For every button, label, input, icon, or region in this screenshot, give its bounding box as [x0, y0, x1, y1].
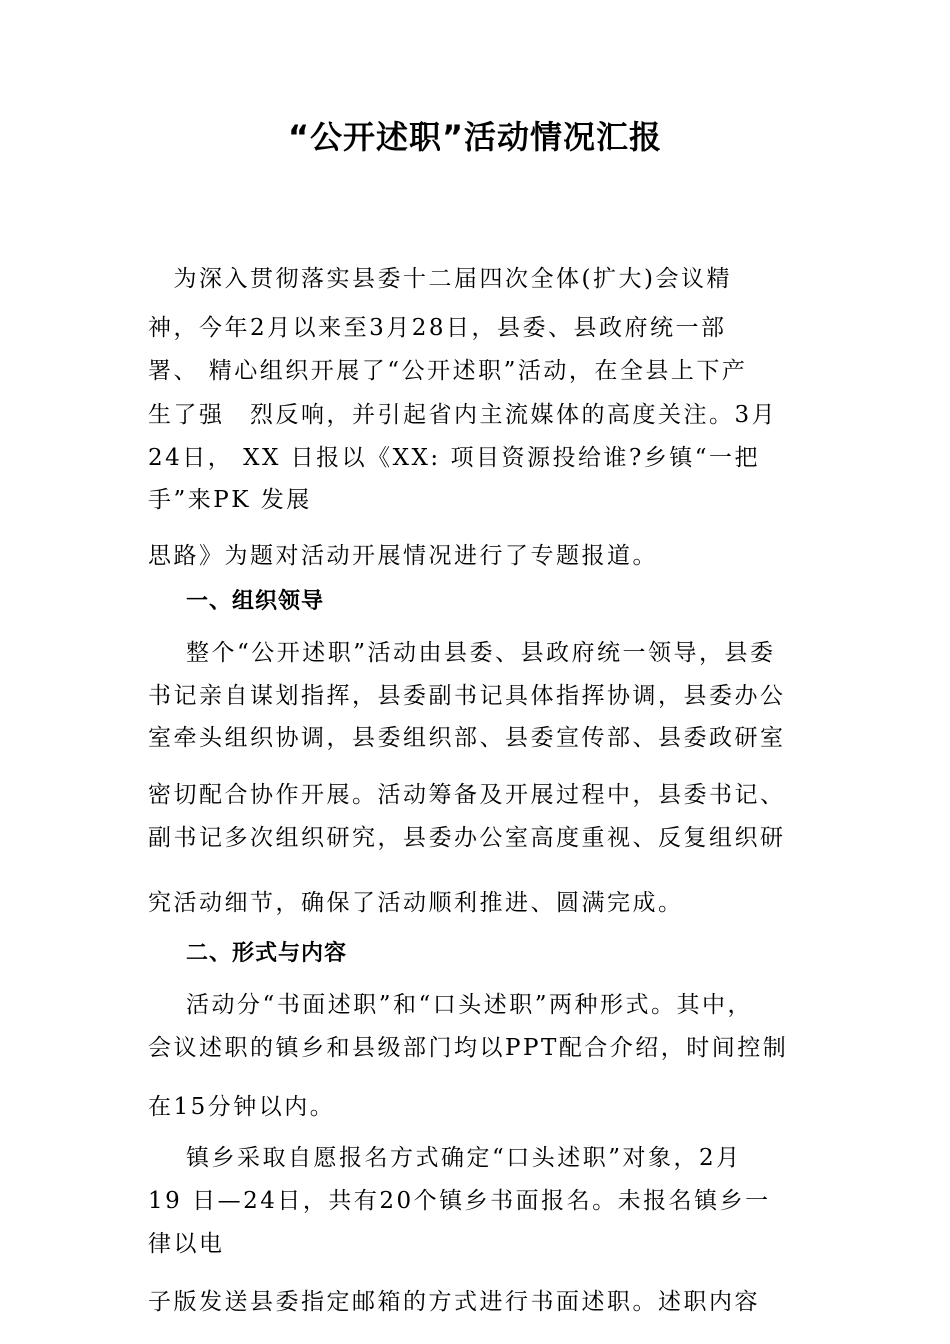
- paragraph-line: 书记亲自谋划指挥，县委副书记具体指挥协调，县委办公: [148, 683, 786, 709]
- section-heading-2: 二、形式与内容: [186, 941, 348, 966]
- paragraph-line: 密切配合协作开展。活动筹备及开展过程中，县委书记、: [148, 782, 786, 808]
- paragraph-line: 活动分“书面述职”和“口头述职”两种形式。其中，: [186, 992, 754, 1018]
- paragraph-line: 手”来PK 发展: [148, 487, 312, 513]
- paragraph-line: 署、 精心组织开展了“公开述职”活动，在全县上下产: [148, 358, 748, 384]
- paragraph-line: 为深入贯彻落实县委十二届四次全体(扩大)会议精: [148, 266, 732, 292]
- paragraph-line: 会议述职的镇乡和县级部门均以PPT配合介绍，时间控制: [148, 1035, 789, 1061]
- paragraph-line: 在15分钟以内。: [148, 1094, 336, 1120]
- section-heading-1: 一、组织领导: [186, 589, 325, 614]
- paragraph-line: 室牵头组织协调，县委组织部、县委宣传部、县委政研室: [148, 725, 786, 751]
- paragraph-line: 生了强 烈反响，并引起省内主流媒体的高度关注。3月: [148, 402, 778, 428]
- paragraph-line: 整个“公开述职”活动由县委、县政府统一领导，县委: [186, 640, 776, 666]
- paragraph-line: 律以电: [148, 1231, 225, 1257]
- paragraph-line: 思路》为题对活动开展情况进行了专题报道。: [148, 543, 658, 569]
- paragraph-line: 神，今年2月以来至3月28日，县委、县政府统一部: [148, 315, 727, 341]
- document-title: “公开述职”活动情况汇报: [287, 118, 663, 156]
- paragraph-line: 24日， XX 日报以《XX: 项目资源投给谁?乡镇“一把: [148, 445, 761, 471]
- paragraph-line: 副书记多次组织研究，县委办公室高度重视、反复组织研: [148, 825, 786, 851]
- paragraph-line: 子版发送县委指定邮箱的方式进行书面述职。述职内容: [148, 1289, 760, 1315]
- paragraph-line: 究活动细节，确保了活动顺利推进、圆满完成。: [148, 890, 684, 916]
- paragraph-line: 镇乡采取自愿报名方式确定“口头述职”对象，2月: [186, 1145, 742, 1171]
- paragraph-line: 19 日—24日，共有20个镇乡书面报名。未报名镇乡一: [148, 1188, 771, 1214]
